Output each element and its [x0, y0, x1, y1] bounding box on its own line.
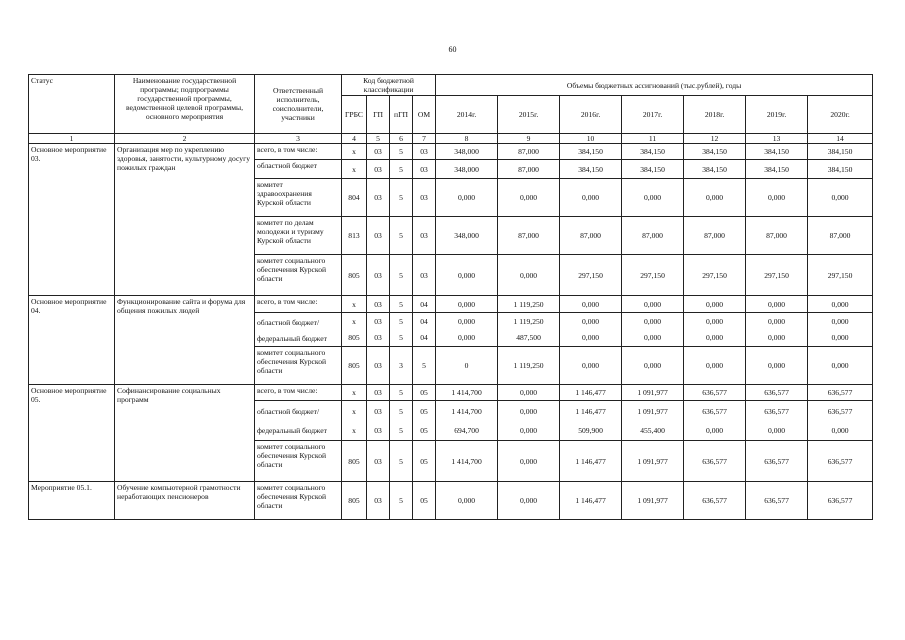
amount-cell: 87,000	[498, 160, 560, 179]
gp-cell: 03	[367, 441, 390, 482]
amount-cell: 636,577	[746, 385, 808, 401]
responsible-cell-pair	[255, 401, 342, 441]
amount-cell: 0,000	[560, 179, 622, 217]
col-number: 11	[622, 134, 684, 144]
pgp-cell-pair	[390, 313, 413, 347]
grbs-cell: х	[342, 385, 367, 401]
responsible-cell: федеральный бюджет	[257, 426, 327, 435]
amount-cell-pair	[436, 313, 498, 347]
amount-cell: 297,150	[560, 255, 622, 296]
amount-cell: 348,000	[436, 144, 498, 160]
om-cell: 03	[413, 160, 436, 179]
col-number: 4	[342, 134, 367, 144]
col-number: 5	[367, 134, 390, 144]
col-number: 6	[390, 134, 413, 144]
header-pgp: пГП	[390, 96, 413, 134]
gp-cell: 03	[367, 255, 390, 296]
grbs-cell-pair	[342, 313, 367, 347]
grbs-cell: х	[342, 144, 367, 160]
amount-cell: 1 091,977	[622, 482, 684, 520]
responsible-cell: федеральный бюджет	[257, 333, 327, 343]
amount-cell: 636,577	[702, 406, 727, 416]
gp-cell: 03	[374, 317, 382, 326]
amount-cell: 0,000	[768, 425, 786, 435]
amount-cell: 1 414,700	[436, 385, 498, 401]
amount-cell-pair	[560, 401, 622, 441]
gp-cell: 03	[367, 160, 390, 179]
responsible-cell: комитет здравоохранения Курской области	[255, 179, 342, 217]
grbs-cell: 805	[342, 255, 367, 296]
amount-cell: 384,150	[808, 160, 873, 179]
om-cell: 05	[413, 441, 436, 482]
gp-cell: 03	[367, 385, 390, 401]
amount-cell: 636,577	[684, 385, 746, 401]
col-number: 12	[684, 134, 746, 144]
om-cell-pair	[413, 313, 436, 347]
header-responsible: Ответственный исполнитель, соисполнители, участники	[255, 75, 342, 134]
amount-cell-pair	[498, 313, 560, 347]
header-year: 2016г.	[560, 96, 622, 134]
om-cell: 05	[420, 406, 428, 416]
responsible-cell: всего, в том числе:	[255, 385, 342, 401]
grbs-cell: 805	[342, 482, 367, 520]
amount-cell: 0,000	[746, 296, 808, 313]
grbs-cell: х	[342, 160, 367, 179]
amount-cell-pair	[684, 401, 746, 441]
amount-cell: 297,150	[746, 255, 808, 296]
amount-cell: 636,577	[684, 441, 746, 482]
amount-cell: 384,150	[560, 160, 622, 179]
header-year: 2019г.	[746, 96, 808, 134]
grbs-cell: 813	[342, 217, 367, 255]
amount-cell: 455,400	[640, 425, 665, 435]
amount-cell-pair	[560, 313, 622, 347]
amount-cell: 0,000	[684, 347, 746, 385]
table-row	[29, 385, 873, 401]
amount-cell: 1 146,477	[560, 441, 622, 482]
amount-cell: 1 146,477	[560, 482, 622, 520]
header-year: 2015г.	[498, 96, 560, 134]
amount-cell: 0,000	[498, 255, 560, 296]
amount-cell: 0,000	[498, 385, 560, 401]
status-cell: Основное мероприятие 04.	[29, 296, 115, 385]
om-cell: 03	[413, 217, 436, 255]
gp-cell: 03	[374, 425, 382, 435]
amount-cell-pair	[622, 313, 684, 347]
amount-cell: 1 091,977	[637, 406, 668, 416]
responsible-cell: комитет социального обеспечения Курской области	[255, 255, 342, 296]
amount-cell: 1 119,250	[498, 347, 560, 385]
amount-cell: 384,150	[560, 144, 622, 160]
program-name-cell: Софинансирование социальных программ	[115, 385, 255, 482]
amount-cell: 1 119,250	[498, 296, 560, 313]
pgp-cell: 5	[399, 317, 403, 326]
amount-cell: 87,000	[560, 217, 622, 255]
amount-cell: 0,000	[644, 333, 662, 342]
amount-cell: 0,000	[458, 317, 476, 326]
responsible-cell-pair	[255, 313, 342, 347]
pgp-cell: 5	[390, 482, 413, 520]
amount-cell: 0,000	[808, 179, 873, 217]
amount-cell: 1 119,250	[513, 317, 544, 326]
amount-cell-pair	[684, 313, 746, 347]
amount-cell: 0,000	[768, 317, 786, 326]
amount-cell: 384,150	[622, 144, 684, 160]
amount-cell: 0,000	[436, 296, 498, 313]
amount-cell: 0	[436, 347, 498, 385]
amount-cell: 0,000	[436, 179, 498, 217]
amount-cell: 0,000	[706, 425, 724, 435]
amount-cell: 384,150	[684, 144, 746, 160]
amount-cell: 0,000	[644, 317, 662, 326]
pgp-cell: 5	[390, 179, 413, 217]
amount-cell: 1 091,977	[622, 441, 684, 482]
column-number-row	[29, 134, 873, 144]
amount-cell: 384,150	[622, 160, 684, 179]
amount-cell-pair	[622, 401, 684, 441]
amount-cell: 0,000	[706, 333, 724, 342]
amount-cell: 0,000	[831, 425, 849, 435]
amount-cell: 0,000	[520, 406, 538, 416]
om-cell: 04	[420, 317, 428, 326]
amount-cell-pair	[498, 401, 560, 441]
amount-cell: 1 414,700	[451, 406, 482, 416]
col-number: 1	[29, 134, 115, 144]
gp-cell-pair	[367, 401, 390, 441]
amount-cell: 636,577	[684, 482, 746, 520]
amount-cell: 0,000	[436, 255, 498, 296]
pgp-cell: 5	[390, 385, 413, 401]
gp-cell: 03	[367, 144, 390, 160]
amount-cell: 1 091,977	[622, 385, 684, 401]
amount-cell: 87,000	[684, 217, 746, 255]
header-gp: ГП	[367, 96, 390, 134]
status-cell: Мероприятие 05.1.	[29, 482, 115, 520]
amount-cell: 0,000	[622, 296, 684, 313]
table-row	[29, 144, 873, 160]
program-name-cell: Функционирование сайта и форума для общения пожилых людей	[115, 296, 255, 385]
amount-cell: 0,000	[582, 317, 600, 326]
om-cell: 03	[413, 179, 436, 217]
pgp-cell: 3	[390, 347, 413, 385]
col-number: 14	[808, 134, 873, 144]
amount-cell: 384,150	[746, 144, 808, 160]
amount-cell-pair	[436, 401, 498, 441]
grbs-cell: х	[352, 425, 356, 435]
grbs-cell: 805	[348, 333, 360, 342]
program-name-cell: Организация мер по укреплению здоровья, занятости, культурному досугу пожилых граждан	[115, 144, 255, 296]
responsible-cell: комитет социального обеспечения Курской области	[255, 347, 342, 385]
amount-cell: 636,577	[746, 482, 808, 520]
gp-cell: 03	[374, 333, 382, 342]
amount-cell: 0,000	[498, 179, 560, 217]
amount-cell: 0,000	[582, 333, 600, 342]
header-volumes-group: Объемы бюджетных ассигнований (тыс.рублей), годы	[436, 75, 873, 96]
amount-cell: 297,150	[622, 255, 684, 296]
grbs-cell: х	[352, 406, 356, 416]
responsible-cell: областной бюджет/	[257, 407, 320, 416]
om-cell: 5	[413, 347, 436, 385]
amount-cell: 694,700	[454, 425, 479, 435]
amount-cell: 1 146,477	[560, 385, 622, 401]
amount-cell: 0,000	[808, 296, 873, 313]
pgp-cell-pair	[390, 401, 413, 441]
pgp-cell: 5	[399, 406, 403, 416]
amount-cell: 0,000	[746, 347, 808, 385]
budget-table	[28, 74, 873, 520]
amount-cell: 0,000	[520, 425, 538, 435]
status-cell: Основное мероприятие 05.	[29, 385, 115, 482]
header-status: Статус	[29, 75, 115, 134]
col-number: 10	[560, 134, 622, 144]
amount-cell: 636,577	[827, 406, 853, 416]
amount-cell: 509,900	[578, 425, 603, 435]
pgp-cell: 5	[390, 441, 413, 482]
program-name-cell: Обучение компьютерной грамотности неработающих пенсионеров	[115, 482, 255, 520]
responsible-cell: областной бюджет/	[257, 317, 320, 327]
grbs-cell: 804	[342, 179, 367, 217]
grbs-cell: х	[352, 317, 356, 326]
amount-cell: 0,000	[458, 333, 476, 342]
amount-cell: 0,000	[768, 333, 786, 342]
header-name: Наименование государственной программы; подпрограммы государственной программы, ведомственной целевой программы, основного мероприятия	[115, 75, 255, 134]
amount-cell: 348,000	[436, 217, 498, 255]
amount-cell: 87,000	[622, 217, 684, 255]
table-row	[29, 482, 873, 520]
amount-cell-pair	[746, 401, 808, 441]
gp-cell-pair	[367, 313, 390, 347]
amount-cell: 87,000	[498, 144, 560, 160]
col-number: 8	[436, 134, 498, 144]
om-cell: 04	[420, 333, 428, 342]
amount-cell: 0,000	[622, 347, 684, 385]
om-cell: 05	[413, 385, 436, 401]
amount-cell: 636,577	[746, 441, 808, 482]
amount-cell: 0,000	[498, 482, 560, 520]
col-number: 3	[255, 134, 342, 144]
col-number: 7	[413, 134, 436, 144]
responsible-cell: комитет по делам молодежи и туризму Курской области	[255, 217, 342, 255]
grbs-cell: 805	[342, 347, 367, 385]
amount-cell: 384,150	[684, 160, 746, 179]
amount-cell-pair	[808, 313, 873, 347]
amount-cell: 297,150	[808, 255, 873, 296]
om-cell: 03	[413, 255, 436, 296]
amount-cell-pair	[808, 401, 873, 441]
pgp-cell: 5	[390, 255, 413, 296]
amount-cell: 636,577	[764, 406, 789, 416]
responsible-cell: комитет социального обеспечения Курской области	[255, 441, 342, 482]
amount-cell: 0,000	[831, 333, 849, 342]
om-cell-pair	[413, 401, 436, 441]
amount-cell: 384,150	[746, 160, 808, 179]
grbs-cell: 805	[342, 441, 367, 482]
amount-cell: 87,000	[746, 217, 808, 255]
om-cell: 04	[413, 296, 436, 313]
page-number: 60	[448, 45, 457, 54]
gp-cell: 03	[367, 296, 390, 313]
pgp-cell: 5	[390, 160, 413, 179]
pgp-cell: 5	[399, 333, 403, 342]
amount-cell: 87,000	[498, 217, 560, 255]
status-cell: Основное мероприятие 03.	[29, 144, 115, 296]
pgp-cell: 5	[390, 217, 413, 255]
amount-cell: 0,000	[831, 317, 849, 326]
amount-cell: 1 146,477	[575, 406, 606, 416]
gp-cell: 03	[374, 406, 382, 416]
gp-cell: 03	[367, 217, 390, 255]
gp-cell: 03	[367, 347, 390, 385]
gp-cell: 03	[367, 482, 390, 520]
pgp-cell: 5	[390, 144, 413, 160]
amount-cell: 384,150	[808, 144, 873, 160]
amount-cell: 487,500	[516, 333, 541, 342]
amount-cell: 636,577	[808, 385, 873, 401]
amount-cell: 87,000	[808, 217, 873, 255]
om-cell: 05	[413, 482, 436, 520]
header-year: 2017г.	[622, 96, 684, 134]
amount-cell: 0,000	[808, 347, 873, 385]
om-cell: 03	[413, 144, 436, 160]
amount-cell: 0,000	[684, 296, 746, 313]
amount-cell: 0,000	[684, 179, 746, 217]
amount-cell: 0,000	[560, 296, 622, 313]
pgp-cell: 5	[399, 425, 403, 435]
amount-cell: 0,000	[560, 347, 622, 385]
header-om: ОМ	[413, 96, 436, 134]
amount-cell: 297,150	[684, 255, 746, 296]
header-grbs: ГРБС	[342, 96, 367, 134]
responsible-cell: комитет социального обеспечения Курской области	[255, 482, 342, 520]
header-code-group: Код бюджетной классификации	[342, 75, 436, 96]
amount-cell: 0,000	[746, 179, 808, 217]
pgp-cell: 5	[390, 296, 413, 313]
amount-cell: 348,000	[436, 160, 498, 179]
header-year: 2020г.	[808, 96, 873, 134]
header-year: 2018г.	[684, 96, 746, 134]
gp-cell: 03	[367, 179, 390, 217]
om-cell: 05	[420, 425, 428, 435]
col-number: 13	[746, 134, 808, 144]
table-row	[29, 296, 873, 313]
amount-cell: 636,577	[808, 441, 873, 482]
responsible-cell: всего, в том числе:	[255, 296, 342, 313]
amount-cell: 0,000	[436, 482, 498, 520]
responsible-cell: всего, в том числе:	[255, 144, 342, 160]
col-number: 2	[115, 134, 255, 144]
col-number: 9	[498, 134, 560, 144]
amount-cell: 0,000	[706, 317, 724, 326]
amount-cell: 0,000	[622, 179, 684, 217]
amount-cell: 0,000	[498, 441, 560, 482]
header-year: 2014г.	[436, 96, 498, 134]
amount-cell-pair	[746, 313, 808, 347]
grbs-cell: х	[342, 296, 367, 313]
grbs-cell-pair	[342, 401, 367, 441]
amount-cell: 1 414,700	[436, 441, 498, 482]
responsible-cell: областной бюджет	[255, 160, 342, 179]
amount-cell: 636,577	[808, 482, 873, 520]
